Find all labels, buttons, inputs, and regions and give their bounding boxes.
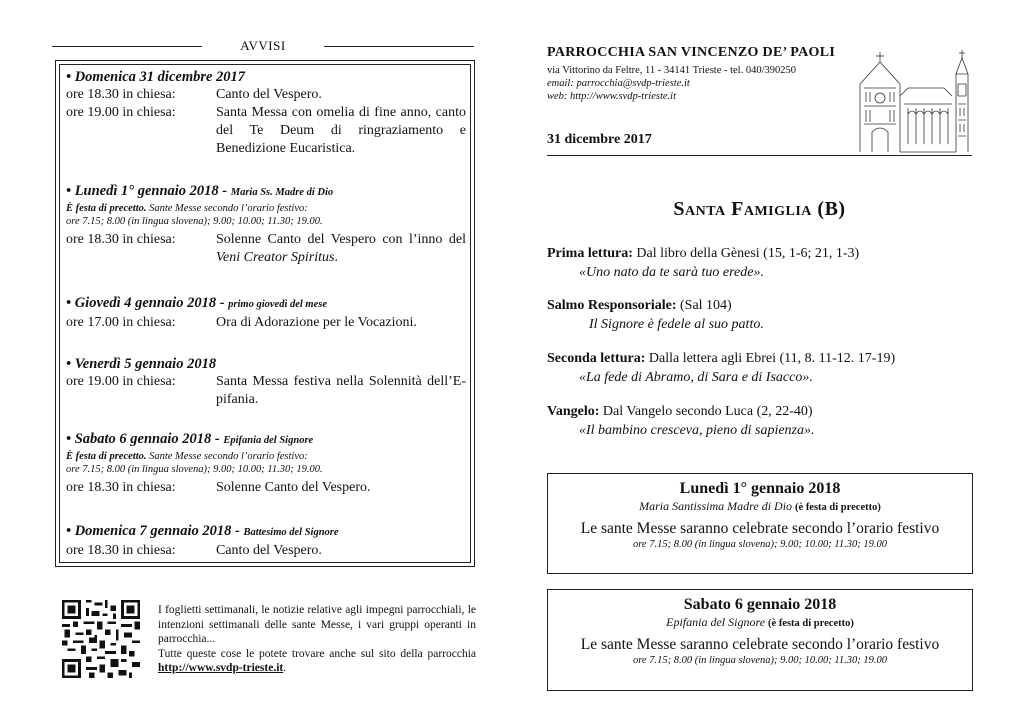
event-item: [66, 522, 466, 560]
event-time: ore 19.00 in chiesa:: [66, 374, 176, 389]
reading-ref: Dalla lettera agli Ebrei (11, 8. 11-12. 17-19): [645, 351, 896, 366]
holiday-subtitle: [548, 615, 972, 630]
reading-quote: «La fede di Abramo, di Sara e di Isacco».: [579, 370, 813, 385]
event-item: [66, 430, 466, 497]
event-row: [66, 231, 466, 267]
event-item: [66, 294, 466, 332]
parish-name: PARROCCHIA SAN VINCENZO DE’ PAOLI: [547, 45, 836, 60]
event-time: ore 18.30 in chiesa:: [66, 232, 176, 247]
event-row: [66, 104, 466, 158]
holiday-subtitle-text: Maria Santissima Madre di Dio: [639, 499, 793, 513]
event-time: ore 18.30 in chiesa:: [66, 543, 176, 558]
holiday-mass-times: ore 7.15; 8.00 (in lingua slovena); 9.00; 10.00; 11.30; 19.00: [632, 655, 887, 666]
event-desc: [216, 231, 466, 267]
event-desc: Santa Messa con omelia di fine anno, canto del Te Deum di ringraziamento e Benedizione Eucaristica.: [216, 105, 466, 156]
event-note-times: ore 7.15; 8.00 (in lingua slovena); 9.00; 10.00; 11.30; 19.00.: [66, 216, 323, 227]
header-rule-right: [324, 46, 474, 47]
footer-text-2: Tutte queste cose le potete trovare anche sul sito della parrocchia: [158, 647, 476, 660]
event-row: [66, 86, 466, 104]
event-desc: Canto del Vespero.: [216, 87, 322, 102]
event-title: • Domenica 7 gennaio 2018 -: [66, 523, 244, 539]
event-desc-italic: Veni Creator Spiritus: [216, 250, 335, 265]
event-row: [66, 542, 466, 560]
event-title: • Sabato 6 gennaio 2018 -: [66, 431, 224, 447]
event-subtitle: Battesimo del Signore: [243, 527, 339, 538]
event-time: ore 18.30 in chiesa:: [66, 87, 176, 102]
event-time: ore 17.00 in chiesa:: [66, 315, 176, 330]
footer-end: .: [283, 662, 287, 674]
holiday-note: (è festa di precetto): [768, 618, 854, 629]
event-note-bold: È festa di precetto.: [66, 203, 147, 214]
reading-item: [547, 349, 972, 387]
holiday-subtitle: [548, 499, 972, 514]
event-desc: Canto del Vespero.: [216, 543, 322, 558]
footer-text: [158, 603, 476, 676]
parish-address: via Vittorino da Feltre, 11 - 34141 Trieste - tel. 040/390250: [547, 65, 797, 76]
reading-item: [547, 296, 972, 334]
holiday-box: [547, 589, 973, 691]
event-item: [66, 355, 466, 409]
bulletin-date: 31 dicembre 2017: [547, 132, 652, 147]
event-row: [66, 314, 466, 332]
avvisi-header: [52, 38, 474, 54]
event-title: • Venerdì 5 gennaio 2018: [66, 356, 217, 372]
event-note: [66, 202, 466, 215]
event-subtitle: Epifania del Signore: [223, 435, 314, 446]
reading-item: [547, 402, 972, 440]
event-note: [66, 450, 466, 463]
footer-paragraph: I foglietti settimanali, le notizie relative agli impegni parrocchiali, le intenzioni settimanali delle sante Messe, i vari gruppi operanti in parrocchia...: [158, 604, 476, 645]
reading-ref: Dal Vangelo secondo Luca (2, 22-40): [599, 404, 813, 419]
event-desc-end: .: [334, 250, 338, 265]
event-desc: Santa Messa festiva nella Solennità dell’E-pifania.: [216, 374, 466, 407]
event-row: [66, 373, 466, 409]
holiday-title: Sabato 6 gennaio 2018: [683, 596, 837, 613]
event-item: [66, 182, 466, 267]
qr-code-icon[interactable]: [62, 600, 140, 678]
event-title: • Lunedì 1° gennaio 2018 -: [66, 183, 231, 199]
reading-label: Seconda lettura:: [547, 351, 646, 366]
holiday-mass-info: Le sante Messe saranno celebrate secondo l’orario festivo: [580, 520, 940, 537]
reading-label: Salmo Responsoriale:: [547, 298, 677, 313]
feast-title: Santa Famiglia (B): [673, 198, 846, 220]
holiday-title: Lunedì 1° gennaio 2018: [679, 480, 841, 497]
event-desc: Ora di Adorazione per le Vocazioni.: [216, 315, 417, 330]
event-item: [66, 68, 466, 158]
header-divider: [547, 155, 972, 156]
event-note-bold: È festa di precetto.: [66, 451, 147, 462]
event-subtitle: primo giovedì del mese: [228, 299, 328, 310]
header-rule-left: [52, 46, 202, 47]
holiday-box: [547, 473, 973, 574]
event-title: • Domenica 31 dicembre 2017: [66, 69, 246, 85]
footer-paragraph-2: [158, 647, 476, 676]
parish-web[interactable]: web: http://www.svdp-trieste.it: [547, 91, 677, 102]
reading-quote: «Il bambino cresceva, pieno di sapienza».: [579, 423, 815, 438]
reading-quote: «Uno nato da te sarà tuo erede».: [579, 265, 764, 280]
event-time: ore 19.00 in chiesa:: [66, 105, 176, 120]
holiday-mass-info: Le sante Messe saranno celebrate secondo l’orario festivo: [580, 636, 940, 653]
event-title: • Giovedì 4 gennaio 2018 -: [66, 295, 229, 311]
holiday-mass-times: ore 7.15; 8.00 (in lingua slovena); 9.00; 10.00; 11.30; 19.00: [632, 539, 887, 550]
reading-label: Prima lettura:: [547, 246, 633, 261]
event-row: [66, 479, 466, 497]
website-link[interactable]: http://www.svdp-trieste.it: [158, 662, 284, 674]
avvisi-title: AVVISI: [240, 38, 286, 53]
church-illustration-icon: [852, 44, 974, 154]
reading-ref: Dal libro della Gènesi (15, 1-6; 21, 1-3): [632, 246, 860, 261]
parish-contacts: [547, 64, 796, 103]
event-note-rest: Sante Messe secondo l’orario festivo:: [146, 451, 308, 462]
holiday-note: (è festa di precetto): [795, 502, 881, 513]
parish-email[interactable]: email: parrocchia@svdp-trieste.it: [547, 78, 690, 89]
event-note-rest: Sante Messe secondo l’orario festivo:: [146, 203, 308, 214]
event-time: ore 18.30 in chiesa:: [66, 480, 176, 495]
reading-ref: (Sal 104): [676, 298, 732, 313]
reading-quote: Il Signore è fedele al suo patto.: [589, 317, 764, 332]
event-note-times: ore 7.15; 8.00 (in lingua slovena); 9.00; 10.00; 11.30; 19.00.: [66, 464, 323, 475]
event-desc-text: Solenne Canto del Vespero con l’inno del: [216, 232, 466, 247]
holiday-subtitle-text: Epifania del Signore: [666, 615, 766, 629]
reading-item: [547, 244, 972, 282]
event-subtitle: Maria Ss. Madre di Dio: [230, 187, 334, 198]
reading-label: Vangelo:: [547, 404, 600, 419]
event-desc: Solenne Canto del Vespero.: [216, 480, 371, 495]
